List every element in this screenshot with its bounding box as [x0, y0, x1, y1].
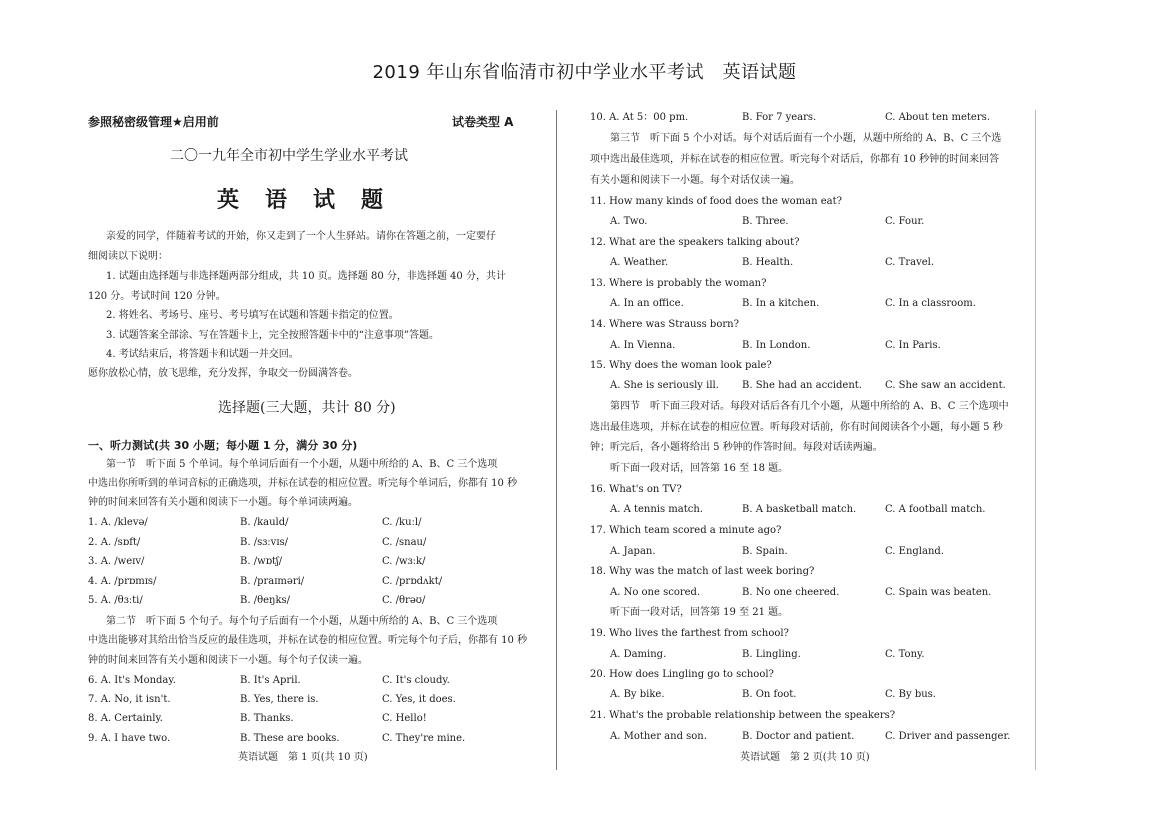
- s4-instr-2: 选出最佳选项，并标在试卷的相应位置。听每段对话前，你有时间阅读各个小题，每小题 5 秒: [590, 422, 1003, 433]
- rule-3: 3. 试题答案全部涂、写在答题卡上，完全按照答题卡中的“注意事项”答题。: [106, 330, 439, 341]
- s2-instr-1: 第二节 听下面 5 个句子。每个句子后面有一个小题，从题中所给的 A、B、C 三个选项: [106, 616, 498, 627]
- dialogue-2-heading: 听下面一段对话，回答第 19 至 21 题。: [610, 607, 789, 618]
- s1-instr-1: 第一节 听下面 5 个单词。每个单词后面有一个小题，从题中所给的 A、B、C 三个选项: [106, 459, 498, 470]
- subject-title: 英语试题: [217, 188, 410, 213]
- s1-instr-3: 钟的时间来回答有关小题和阅读下一小题。每个单词读两遍。: [88, 497, 358, 508]
- secret-level: 参照秘密级管理★启用前: [88, 115, 219, 129]
- section-1-heading: 一、听力测试(共 30 小题；每小题 1 分，满分 30 分): [88, 439, 358, 452]
- rule-1b: 120 分。考试时间 120 分钟。: [88, 291, 226, 302]
- rule-1a: 1. 试题由选择题与非选择题两部分组成，共 10 页。选择题 80 分，非选择题 40 分，共计: [106, 271, 506, 282]
- document-title: 2019 年山东省临清市初中学业水平考试 英语试题: [372, 62, 797, 83]
- paper-type: 试卷类型 A: [452, 115, 514, 129]
- rule-4: 4. 考试结束后，将答题卡和试题一并交回。: [106, 349, 299, 360]
- s3-instr-1: 第三节 听下面 5 个小对话。每个对话后面有一个小题，从题中所给的 A、B、C 三个选: [610, 133, 1002, 144]
- s4-instr-1: 第四节 听下面三段对话。每段对话后各有几个小题，从题中所给的 A、B、C 三个选项中: [610, 401, 1009, 412]
- rule-2: 2. 将姓名、考场号、座号、考号填写在试题和答题卡指定的位置。: [106, 310, 399, 321]
- page-divider: [556, 110, 557, 770]
- wish: 愿你放松心情，放飞思维，充分发挥，争取交一份圆满答卷。: [88, 368, 358, 379]
- s1-instr-2: 中选出你所听到的单词音标的正确选项，并标在试卷的相应位置。听完每个单词后，你都有 10 秒: [88, 478, 518, 489]
- s4-instr-3: 钟；听完后，各小题将给出 5 秒钟的作答时间。每段对话读两遍。: [590, 442, 883, 453]
- exam-name: 二〇一九年全市初中学生学业水平考试: [170, 148, 408, 164]
- right-page-footer: 英语试题 第 2 页(共 10 页): [740, 752, 870, 763]
- left-page-footer: 英语试题 第 1 页(共 10 页): [238, 752, 368, 763]
- s2-instr-2: 中选出能够对其给出恰当反应的最佳选项，并标在试卷的相应位置。听完每个句子后，你都有 10 秒: [88, 635, 528, 646]
- intro-line-1: 亲爱的同学，伴随着考试的开始，你又走到了一个人生驿站。请你在答题之前，一定要仔: [106, 231, 496, 242]
- s3-instr-3: 有关小题和阅读下一小题。每个对话仅读一遍。: [590, 175, 800, 186]
- s2-instr-3: 钟的时间来回答有关小题和阅读下一小题。每个句子仅读一遍。: [88, 655, 368, 666]
- s3-instr-2: 项中选出最佳选项，并标在试卷的相应位置。听完每个对话后，你都有 10 秒钟的时间来回答: [590, 154, 1000, 165]
- page-edge: [1035, 110, 1036, 770]
- dialogue-1-heading: 听下面一段对话，回答第 16 至 18 题。: [610, 463, 789, 474]
- part-title: 选择题(三大题，共计 80 分): [218, 400, 396, 416]
- intro-line-2: 细阅读以下说明：: [88, 251, 168, 262]
